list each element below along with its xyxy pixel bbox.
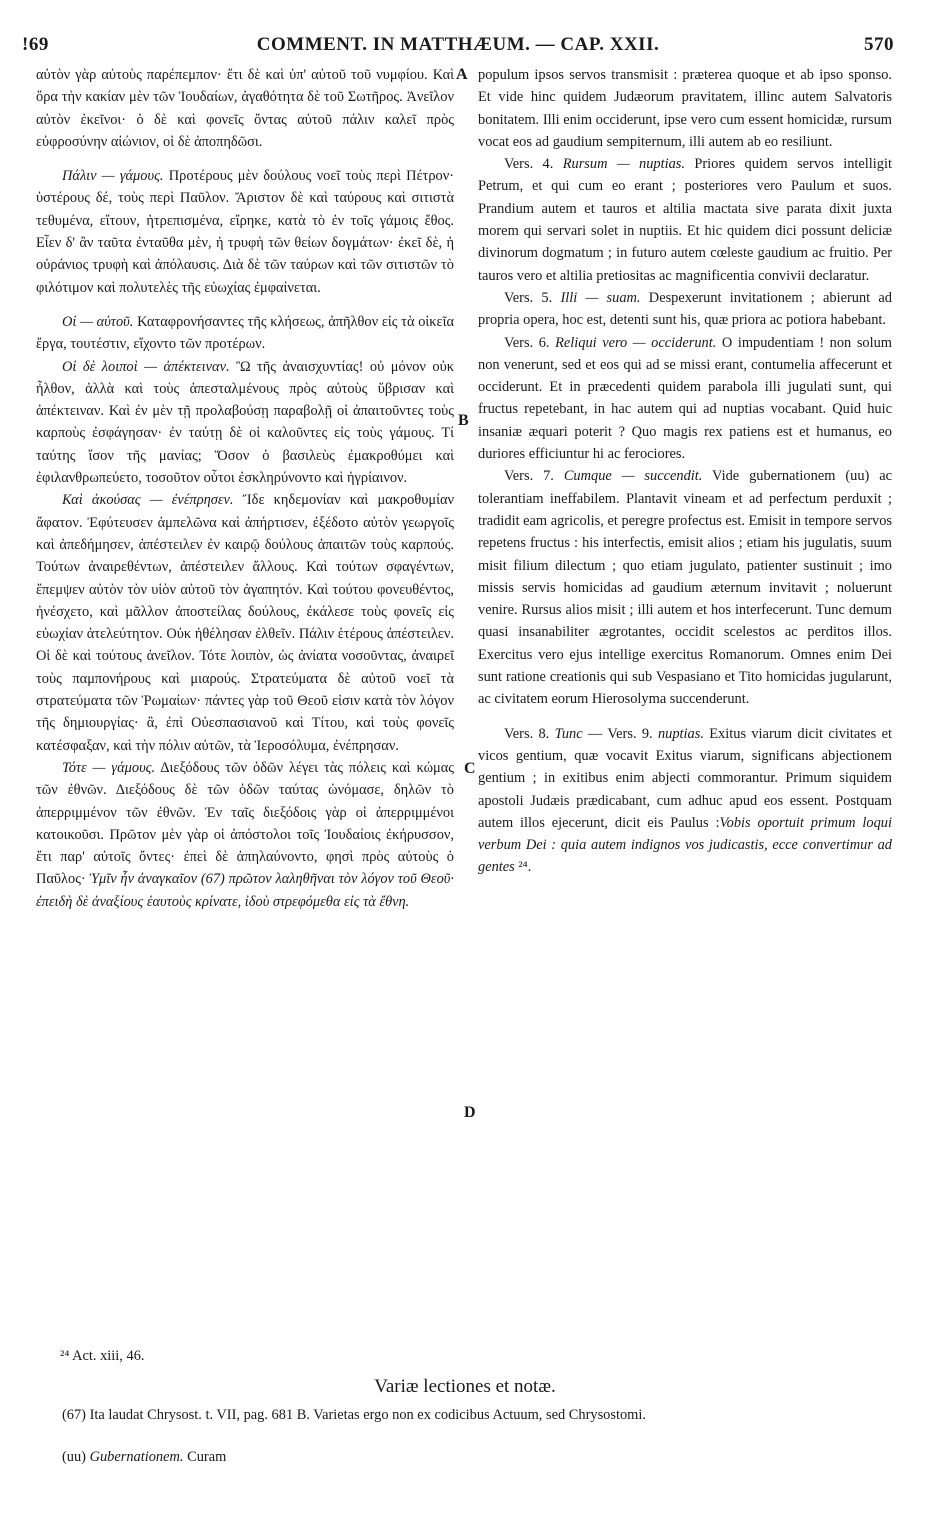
greek-paragraph [36, 489, 454, 757]
latin-lemma: Illi — suam. [560, 289, 641, 306]
latin-verse-range: — Vers. 9. [582, 725, 658, 742]
latin-text: Vide gubernationem (uu) ac tolerantiam ineffabilem. Plantavit vineam et ad perfectum perduxit ; tradidit eam agricolis, et peregre profectus est. Emisit in tempore servos repetens fructus : his interfectis, emisit alios ; etiam his jugulatis, suum misit filium dilectum ; quo etiam jugulato, patienter sustinuit ; imo missis servis homicidas ad gaudium æternum invitavit ; noluerunt venire. Rursus alios misit ; illi autem et hos interfecerunt. Tunc demum quasi insanabiliter ægrotantes, occidit scelestos ac perditos illos. Exercitus vero ejus intellige exercitus Romanorum. Omnes enim Dei sunt ratione creationis qui sub Vespasiano et Tito homicidas jugularunt, ac civitatem eorum Hierosolyma succenderunt. [478, 468, 892, 708]
greek-lemma: Καὶ ἀκούσας — ἐνέπρησεν. [62, 492, 234, 509]
greek-text: Διεξόδους τῶν ὁδῶν λέγει τὰς πόλεις καὶ κώμας τῶν ἐθνῶν. Διεξόδους δὲ τῶν ὁδῶν ταύτας ὠνόμασε, δηλῶν τὸ ἀπερριμμένον τῶν ἐθνῶν. Ἐν ταῖς διεξόδοις γὰρ οἱ ἀπερριμμένοι κατοικοῦσι. Πρῶτον μὲν γὰρ οἱ ἀπόστολοι τοῖς Ἰουδαίοις ἐκήρυσσον, ἔτι παρ' αὐτοῖς ὄντες· ἐπεὶ δὲ ἀπηλαύνοντο, φησὶ πρὸς αὐτοὺς ὁ Παῦλος· [36, 759, 454, 888]
page-number-right: 570 [864, 34, 894, 55]
margin-letter-b: B [458, 412, 469, 429]
latin-text: Exitus viarum dicit civitates et vicos gentium, quæ vocavit Exitus viarum, significans abjectionem gentium ; in exitibus enim abjecti commorantur. Primum siquidem apostoli Judæis prædicabant, cum adhuc apud eos essent. Postquam autem illos ejecerunt, dicit eis Paulus : [478, 725, 892, 831]
latin-scripture-quote: Vobis oportuit primum loqui verbum Dei : quia autem indignos vos judicastis, ecce convertimur ad gentes [478, 814, 892, 876]
latin-lemma: Reliqui vero — occiderunt. [555, 334, 717, 351]
greek-text: Καταφρονήσαντες τῆς κλήσεως, ἀπῆλθον εἰς τὰ οἰκεῖα ἔργα, τουτέστιν, εἴχοντο τῶν προτέρων. [36, 313, 454, 353]
latin-lemma: Tunc [554, 725, 583, 742]
latin-paragraph [478, 287, 892, 332]
latin-text: O impudentiam ! non solum non venerunt, sed et eos qui ad se missi erant, contumelia affecerunt et occiderunt. Et in præcedenti quidem parabola illi jugulati sunt, qui fructus repetebant, in hac autem qui ad nuptias vocabant. Quid huic insaniæ æquari poterit ? Quo magis rex patiens est et humanus, eo duriores efficiuntur hi ac ferociores. [478, 334, 892, 463]
greek-paragraph [36, 311, 454, 356]
verse-number: Vers. 8. [504, 725, 555, 742]
greek-paragraph [36, 757, 454, 913]
margin-letter-a: A [456, 66, 468, 83]
verse-number: Vers. 7. [504, 468, 564, 485]
greek-lemma: Οἱ δὲ λοιποὶ — ἀπέκτειναν. [62, 358, 230, 375]
note-label: (uu) [62, 1449, 90, 1465]
variant-note [36, 1448, 894, 1466]
greek-paragraph [36, 356, 454, 490]
greek-scripture-quote: Ὑμῖν ἦν ἀναγκαῖον (67) πρῶτον λαληθῆναι τὸν λόγον τοῦ Θεοῦ· ἐπειδὴ δὲ ἀναξίους ἑαυτοὺς κρίνατε, ἰδοὺ στρεφόμεθα εἰς τὰ ἔθνη. [36, 871, 454, 910]
latin-lemma: Cumque — succendit. [563, 468, 703, 485]
latin-paragraph [478, 153, 892, 287]
page-number-left: !69 [22, 34, 49, 55]
margin-letter-d: D [464, 1104, 476, 1121]
latin-text: Despexerunt invitationem ; abierunt ad propria opera, hoc est, detenti sunt his, quæ priora ac potiora habebant. [478, 289, 892, 329]
greek-text: Ὢ τῆς ἀναισχυντίας! οὐ μόνον οὐκ ἦλθον, ἀλλὰ καὶ τοὺς ἀπεσταλμένους πρὸς αὐτοὺς ὕβρισαν καὶ ἀπέκτειναν. Καὶ ἐν μὲν τῇ προλαβούσῃ παραβολῇ οἱ ἀπαιτοῦντες τοὺς καρποὺς ἐσφάγησαν· ἐν ταύτῃ δὲ οἱ καλοῦντες εἰς τοὺς γάμους. Τί ταύτης ἴσον τῆς μανίας; Ὅσον ὁ βασιλεὺς ἐμακροθύμει καὶ ἐφιλανθρωπεύετο, τοσοῦτον οὗτοι ἐσκληρύνοντο καὶ ἠγρίαινον. [36, 358, 454, 487]
verse-number: Vers. 5. [504, 289, 561, 306]
verse-number: Vers. 6. [504, 334, 556, 351]
greek-lemma: Τότε — γάμους. [62, 759, 156, 776]
greek-text: Ἴδε κηδεμονίαν καὶ μακροθυμίαν ἄφατον. Ἐφύτευσεν ἀμπελῶνα καὶ ἀπήρτισεν, ἐξέδοτο αὐτὸν γεωργοῖς καὶ ἀπεδήμησεν, ἀπέστειλεν ἐν καιρῷ δούλους ἀπαιτῶν τοὺς καρπούς. Τούτων ἀναιρεθέντων, ἀπέστειλεν ἄλλους. Καὶ τούτων σφαγέντων, ἔπεμψεν αὐτὸν τὸν υἱὸν αὐτοῦ τὸν ἀγαπητόν. Καὶ τούτου φονευθέντος, ἠνέσχετο, καὶ μᾶλλον ἀποστείλας δούλους, ἐκάλεσε τοὺς φονεῖς εἰς εὐωχίαν ἀτελεύτητον. Οὐκ ἠθέλησαν ἐλθεῖν. Πάλιν ἑτέρους ἀπέστειλεν. Οἱ δὲ καὶ τούτους ἀνεῖλον. Τότε λοιπὸν, ὡς ἀνίατα νοσοῦντας, ἀναιρεῖ τοὺς παμπονήρους καὶ μιαρούς. Στρατεύματα δὲ αὐτοῦ νοεῖ τὰ στρατεύματα τῶν Ῥωμαίων· πάντες γὰρ τοῦ Θεοῦ εἰσιν κατὰ τὸν λόγον τῆς δημιουργίας· ἃ, ἐπὶ Οὐεσπασιανοῦ καὶ Τίτου, καὶ τοὺς φονεῖς κατέσφαξαν, καὶ τὴν πόλιν αὐτῶν, τὰ Ἱεροσόλυμα, ἐνέπρησαν. [36, 492, 454, 754]
note-text: Curam [183, 1449, 227, 1465]
margin-letter-c: C [464, 760, 476, 777]
note-lemma: Gubernationem. [89, 1449, 184, 1465]
latin-text: Priores quidem servos intelligit Petrum, et qui cum eo erant ; posteriores vero Paulum et suos. Prandium autem et tauros et altilia mactata sive parata dixit juxta morem qui servari solet in nuptiis. Et hic quidem dici possunt deliciæ divinorum dogmatum ; in futuro autem cœleste gaudium ac fruitio. Per tauros vero et altilia pretiositas ac magnificentia convivii declaratur. [478, 156, 892, 284]
greek-paragraph [36, 165, 454, 299]
footnote-marker: ²⁴. [514, 859, 532, 876]
variant-note: (67) Ita laudat Chrysost. t. VII, pag. 681 B. Varietas ergo non ex codicibus Actuum, sed Chrysostomi. [62, 1407, 646, 1423]
notes-heading: Variæ lectiones et notæ. [374, 1376, 556, 1397]
latin-lemma: Rursum — nuptias. [562, 156, 686, 173]
scripture-footnote: ²⁴ Act. xiii, 46. [60, 1348, 145, 1364]
greek-paragraph: αὐτὸν γὰρ αὐτοὺς παρέπεμπον· ἔτι δὲ καὶ ὑπ' αὐτοῦ τοῦ νυμφίου. Καὶ ὅρα τὴν κακίαν μὲν τῶν Ἰουδαίων, ἀγαθότητα δὲ τοῦ Σωτῆρος. Ἀνεῖλον αὐτὸν ἐκεῖνοι· ὁ δὲ καὶ φονεῖς ὄντας αὐτοῦ πάλιν καλεῖ πρὸς εὐφροσύνην αἰώνιον, οἱ δὲ ἀποπηδῶσι. [36, 67, 454, 150]
greek-column [36, 64, 454, 913]
running-title: COMMENT. IN MATTHÆUM. — CAP. XXII. [256, 34, 660, 55]
latin-paragraph [478, 723, 892, 879]
verse-number: Vers. 4. [504, 156, 563, 173]
latin-paragraph: populum ipsos servos transmisit : præterea quoque et ab ipso sponso. Et vide hinc quidem Judæorum pravitatem, illinc autem Salvatoris bonitatem. Illi enim occiderunt, ipse vero cum essent homicidæ, rursum vocat eos ad gaudium sempiternum, illi autem ab eo resiliunt. [478, 67, 892, 150]
latin-paragraph [478, 332, 892, 466]
latin-paragraph [478, 465, 892, 710]
greek-lemma: Οἱ — αὐτοῦ. [62, 313, 134, 330]
running-header [22, 34, 894, 62]
latin-lemma: nuptias. [657, 725, 704, 742]
greek-text: Προτέρους μὲν δούλους νοεῖ τοὺς περὶ Πέτρον· ὑστέρους δέ, τοὺς περὶ Παῦλον. Ἄριστον δὲ καὶ ταύρους καὶ σιτιστὰ τεθυμένα, εἴτουν, ἡτρεπισμένα, εἴρηκε, κατὰ τὸ ἐν τοῖς γάμοις ἔθος. Εἶεν δ' ἂν ταῦτα ἐνταῦθα μὲν, ἡ τρυφὴ τῶν θείων δογμάτων· ἐκεῖ δὲ, ἡ οὐράνιος τρυφὴ καὶ ἀπόλαυσις. Διὰ δὲ τῶν ταύρων καὶ τῶν σιτιστῶν τὸ φιλότιμον καὶ πολυτελὲς τῆς εὐωχίας ἐμφαίνεται. [36, 168, 454, 296]
latin-column [478, 64, 892, 879]
greek-lemma: Πάλιν — γάμους. [62, 168, 164, 185]
